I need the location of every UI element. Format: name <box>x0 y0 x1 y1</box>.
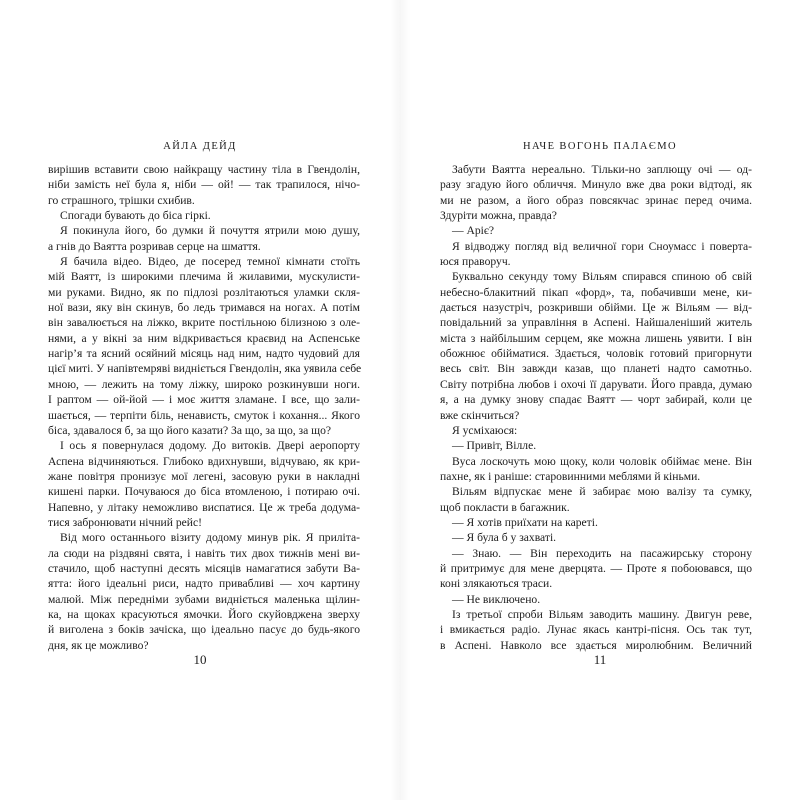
text-line: — Я була б у захваті. <box>452 531 557 545</box>
text-line: — Знаю. — Він переходить на пасажирську сторону <box>452 546 752 560</box>
text-line: пахне, як і раніше: старовинними меблями й кіньми. <box>440 469 701 483</box>
running-header-author: АЙЛА ДЕЙД <box>163 141 237 152</box>
text-line: Вільям відпускає мене й забирає мою валізу та сумку, <box>452 485 752 499</box>
text-line: й притримує для мене дверцята. — Проте я побоювався, що <box>440 561 752 575</box>
text-line: цієї миті. У напівтемряві видніється Гвендолін, яка уявила себе <box>48 362 362 376</box>
text-line: — Я хотів приїхати на кареті. <box>452 515 598 529</box>
text-line: Від мого останнього візиту додому минув рік. Я приліта- <box>60 531 360 545</box>
text-line: Я усміхаюся: <box>452 423 518 437</box>
text-line: в Аспені. Навколо все здається миролюбним. Величний <box>440 638 752 652</box>
text-line: а гнів до Ваятта розривав серце на шмаття. <box>48 239 261 253</box>
text-line: кишені парки. Почуваюся до біса втомленою, і потираю очі. <box>48 485 360 499</box>
text-line: Я бачила відео. Відео, де посеред темної кімнати стоїть <box>60 255 360 269</box>
text-line: ніби замість неї була я, ніби — ой! — так трапилося, нічо- <box>48 178 360 192</box>
text-line: шається, — терпіти біль, ненависть, смуток і кохання... Якого <box>48 408 360 422</box>
running-header-title: НАЧЕ ВОГОНЬ ПАЛАЄМО <box>523 141 677 152</box>
text-line: коні злякаються траси. <box>440 577 553 591</box>
text-line: повідальний за управління в Аспені. Найшаленіший житель <box>440 316 752 330</box>
text-line: ятта: його ідеальні риси, надто привабливі — хоч картину <box>48 577 360 591</box>
page-number: 10 <box>193 652 207 667</box>
text-line: ми не разом, а його образ повсякчас зринає перед очима. <box>440 193 752 207</box>
page-number: 11 <box>593 652 607 667</box>
text-line: я, а на думку знову спадає Ваятт — чорт забирай, коли це <box>440 393 752 407</box>
text-line: він завалюється на ліжко, вкрите постільною білизною з оле- <box>48 316 360 330</box>
text-line: жане повітря пронизує мої легені, засовую руки в накладні <box>48 469 360 483</box>
text-line: нагір’я та ясний осяйний місяць над ним, надто чудовий для <box>48 347 360 361</box>
text-line: вже скінчиться? <box>440 408 520 422</box>
text-line: біса, здавалося б, за що його казати? За що, за що, за що? <box>48 423 332 437</box>
text-line: — Привіт, Вілле. <box>452 439 537 453</box>
text-line: весь світ. Він завжди казав, що планеті надто самотньо. <box>440 362 752 376</box>
text-line: разу згадую його обличчя. Минуло вже два роки відтоді, як <box>440 178 752 192</box>
text-line: мій Ваятт, із широкими плечима й жилавими, мускулисти- <box>48 270 360 284</box>
text-line: — Аріє? <box>452 224 495 238</box>
right-page <box>400 0 800 800</box>
text-line: дня, як це можливо? <box>48 638 149 652</box>
text-line: міста з найбільшим серцем, яке можна лишень уявити. І він <box>440 331 752 345</box>
text-line: нями, а у вікні за ним відкривається краєвид на Аспенське <box>48 331 360 345</box>
text-line: Здурiти можна, правда? <box>440 209 557 223</box>
text-line: Із третьої спроби Вільям заводить машину. Двигун реве, <box>452 607 752 621</box>
text-line: ми руками. Видно, як по підлозі розлітаються уламки скля- <box>48 285 360 299</box>
text-line: Забути Ваятта нереально. Тільки-но заплющу очі — од- <box>452 163 752 176</box>
text-line: обожнює обійматися. Здається, чоловік готовий пригорнути <box>440 347 752 361</box>
text-line: Спогади бувають до біса гіркі. <box>60 209 211 223</box>
text-line: ка, на щоках красуються ямочки. Його скуйовджена зверху <box>48 607 360 621</box>
text-line: дається назустріч, розкривши обійми. Це ж Вільям — від- <box>440 301 752 315</box>
text-line: — Не виключено. <box>452 592 541 606</box>
text-line: Я відводжу погляд від величної гори Сноумасс і поверта- <box>452 239 752 253</box>
text-line: ла сюди на різдвяні свята, і навіть тих двох тижнів мені ви- <box>48 546 360 560</box>
text-line: юся праворуч. <box>440 255 511 269</box>
text-line: Вуса лоскочуть мою щоку, коли чоловік обіймає мене. Він <box>452 454 752 468</box>
text-line: малюй. Між передніми зубами видніється маленька щілин- <box>48 592 360 606</box>
text-line: стачило, щоб наступні десять місяців намагатися забути Ва- <box>48 561 360 575</box>
text-line: І ось я повернулася додому. До витоків. Двері аеропорту <box>60 439 360 453</box>
left-page-text <box>48 162 360 653</box>
text-line: Світу потрібна любов і охочі її дарувати. Його правда, думаю <box>440 377 752 391</box>
text-line: мною, — лежить на тому ліжку, широко розкинувши ноги. <box>48 377 360 391</box>
text-line: тися забронювати нічний рейс! <box>48 515 202 529</box>
text-line: І раптом — ой-йой — і моє життя зламане. І все, що зали- <box>48 393 360 407</box>
text-line: вирішив вставити свою найкращу частину тіла в Гвендолін, <box>48 163 360 176</box>
text-line: Аспена відчиняються. Глибоко вдихнувши, відчуваю, як кри- <box>48 454 360 468</box>
text-line: й виголена з боків зачіска, що ідеально пасує до будь-якого <box>48 623 360 637</box>
right-page-text <box>440 162 752 653</box>
text-line: небесно-блакитний пікап «форд», та, побачивши мене, ки- <box>440 285 752 299</box>
text-line: Я покинула його, бо думки й почуття ятрили мою душу, <box>60 224 360 238</box>
text-line: Напевно, у літаку неможливо виспатися. Це ж треба додума- <box>48 500 360 514</box>
text-line: Буквально секунду тому Вільям спирався спиною об свій <box>452 270 752 284</box>
text-line: і вмикається радіо. Лунає якась кантрі-пісня. Ось так тут, <box>440 623 752 637</box>
text-line: го страшного, трішки схибив. <box>48 193 195 207</box>
text-line: ної вази, яку він скинув, бо ледь тримався на ногах. А потім <box>48 301 360 315</box>
text-line: щоб покласти в багажник. <box>440 500 570 514</box>
